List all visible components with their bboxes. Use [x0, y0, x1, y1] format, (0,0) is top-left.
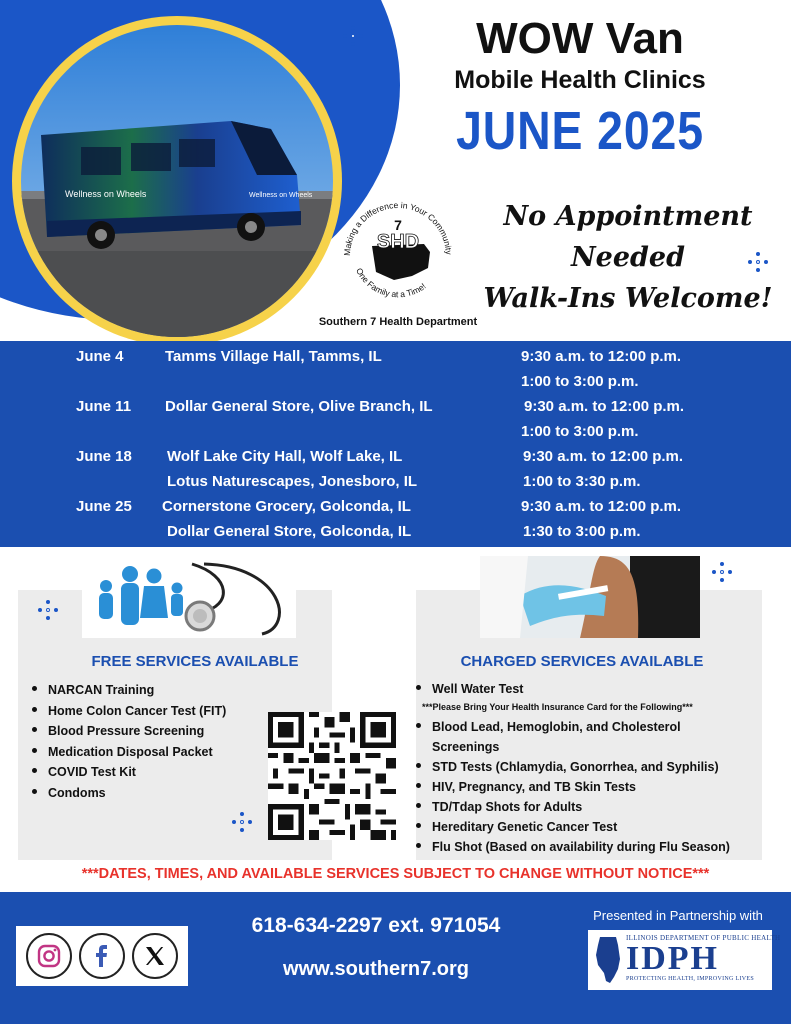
schedule-time: 9:30 a.m. to 12:00 p.m.: [524, 398, 685, 415]
phone-number[interactable]: 618-634-2297 ext. 971054: [251, 914, 501, 937]
schedule-time: 1:00 to 3:30 p.m.: [523, 473, 641, 490]
schedule-date: June 18: [76, 448, 132, 465]
van-photo-frame: [12, 16, 342, 346]
list-item-continuation: Screenings: [432, 740, 500, 754]
schedule-location: Dollar General Store, Olive Branch, IL: [165, 398, 433, 415]
list-item: STD Tests (Chlamydia, Gonorrhea, and Syphilis): [414, 757, 759, 777]
logo-ring-top-text: Making a Difference in Your Community: [341, 199, 455, 257]
decorative-dots: [712, 562, 732, 582]
x-icon[interactable]: [132, 933, 178, 979]
month-heading: JUNE 2025: [456, 101, 704, 161]
family-stethoscope-image: [82, 556, 296, 638]
qr-code: [268, 712, 396, 840]
list-item: COVID Test Kit: [30, 762, 270, 783]
insurance-note: ***Please Bring Your Health Insurance Card for the Following***: [422, 702, 693, 712]
social-links: [16, 926, 188, 986]
disclaimer: ***DATES, TIMES, AND AVAILABLE SERVICES SUBJECT TO CHANGE WITHOUT NOTICE***: [81, 866, 710, 882]
walkin-line: No Appointment: [503, 201, 753, 232]
list-item: Blood Lead, Hemoglobin, and Cholesterol: [414, 717, 759, 737]
website-link[interactable]: www.southern7.org: [283, 958, 469, 980]
van-front-text: Wellness on Wheels: [249, 192, 313, 199]
decorative-dots: [343, 26, 363, 46]
schedule-time: 1:00 to 3:00 p.m.: [521, 373, 639, 390]
schedule-location: Tamms Village Hall, Tamms, IL: [165, 348, 382, 365]
charged-services-list: [414, 679, 759, 857]
illinois-map-icon: [594, 935, 622, 985]
list-item: Home Colon Cancer Test (FIT): [30, 701, 270, 722]
instagram-icon[interactable]: [26, 933, 72, 979]
list-item: Well Water Test: [414, 679, 759, 699]
list-item: HIV, Pregnancy, and TB Skin Tests: [414, 777, 759, 797]
van-side-text: Wellness on Wheels: [65, 189, 147, 199]
schedule-time: 1:00 to 3:00 p.m.: [521, 423, 639, 440]
free-services-heading: FREE SERVICES AVAILABLE: [91, 653, 299, 670]
schedule-location: Dollar General Store, Golconda, IL: [167, 523, 412, 540]
list-item: Flu Shot (Based on availability during Flu Season): [414, 837, 759, 857]
logo-initials: SHD: [376, 231, 420, 253]
idph-logo: [588, 930, 781, 990]
schedule-location: Cornerstone Grocery, Golconda, IL: [162, 498, 411, 515]
idph-department-name: ILLINOIS DEPARTMENT OF PUBLIC HEALTH: [626, 934, 781, 942]
logo-ring-bottom-text: One Family at a Time!: [354, 266, 428, 300]
page-subtitle: Mobile Health Clinics: [454, 66, 706, 94]
partner-label: Presented in Partnership with: [593, 908, 763, 923]
schedule-row: [0, 423, 791, 447]
schedule-row: [0, 398, 791, 422]
logo-number: 7: [394, 217, 402, 233]
schedule-location: Wolf Lake City Hall, Wolf Lake, IL: [167, 448, 403, 465]
list-item: Hereditary Genetic Cancer Test: [414, 817, 759, 837]
schedule-date: June 11: [76, 398, 132, 415]
schedule-row: [0, 523, 791, 547]
idph-text-block: [626, 934, 781, 986]
logo-caption: Southern 7 Health Department: [318, 316, 478, 328]
schedule-time: 1:30 to 3:00 p.m.: [523, 523, 641, 540]
s7hd-logo: [332, 186, 464, 312]
schedule-time: 9:30 a.m. to 12:00 p.m.: [521, 498, 682, 515]
van-illustration: [21, 25, 333, 337]
facebook-icon[interactable]: [79, 933, 125, 979]
schedule-band: [0, 341, 791, 547]
schedule-row: [0, 473, 791, 497]
idph-acronym: IDPH: [626, 940, 719, 977]
schedule-date: June 4: [76, 348, 124, 365]
van-photo: [21, 25, 333, 337]
decorative-dots: [232, 812, 252, 832]
schedule-row: [0, 348, 791, 372]
free-services-list: [30, 680, 270, 803]
list-item: TD/Tdap Shots for Adults: [414, 797, 759, 817]
vaccination-image: [480, 556, 700, 638]
list-item: Medication Disposal Packet: [30, 742, 270, 763]
charged-services-heading: CHARGED SERVICES AVAILABLE: [460, 653, 704, 670]
schedule-row: [0, 448, 791, 472]
walkin-message: [470, 196, 786, 319]
schedule-location: Lotus Naturescapes, Jonesboro, IL: [167, 473, 418, 490]
schedule-date: June 25: [76, 498, 132, 515]
schedule-time: 9:30 a.m. to 12:00 p.m.: [523, 448, 684, 465]
list-item: Blood Pressure Screening: [30, 721, 270, 742]
decorative-dots: [38, 600, 58, 620]
list-item: NARCAN Training: [30, 680, 270, 701]
list-item: Condoms: [30, 783, 270, 804]
schedule-time: 9:30 a.m. to 12:00 p.m.: [521, 348, 682, 365]
walkin-line: Walk-Ins Welcome!: [483, 283, 773, 314]
schedule-row: [0, 498, 791, 522]
idph-tagline: PROTECTING HEALTH, IMPROVING LIVES: [626, 976, 754, 982]
page-title: WOW Van: [476, 14, 684, 63]
walkin-line: Needed: [571, 242, 685, 273]
schedule-row: [0, 373, 791, 397]
